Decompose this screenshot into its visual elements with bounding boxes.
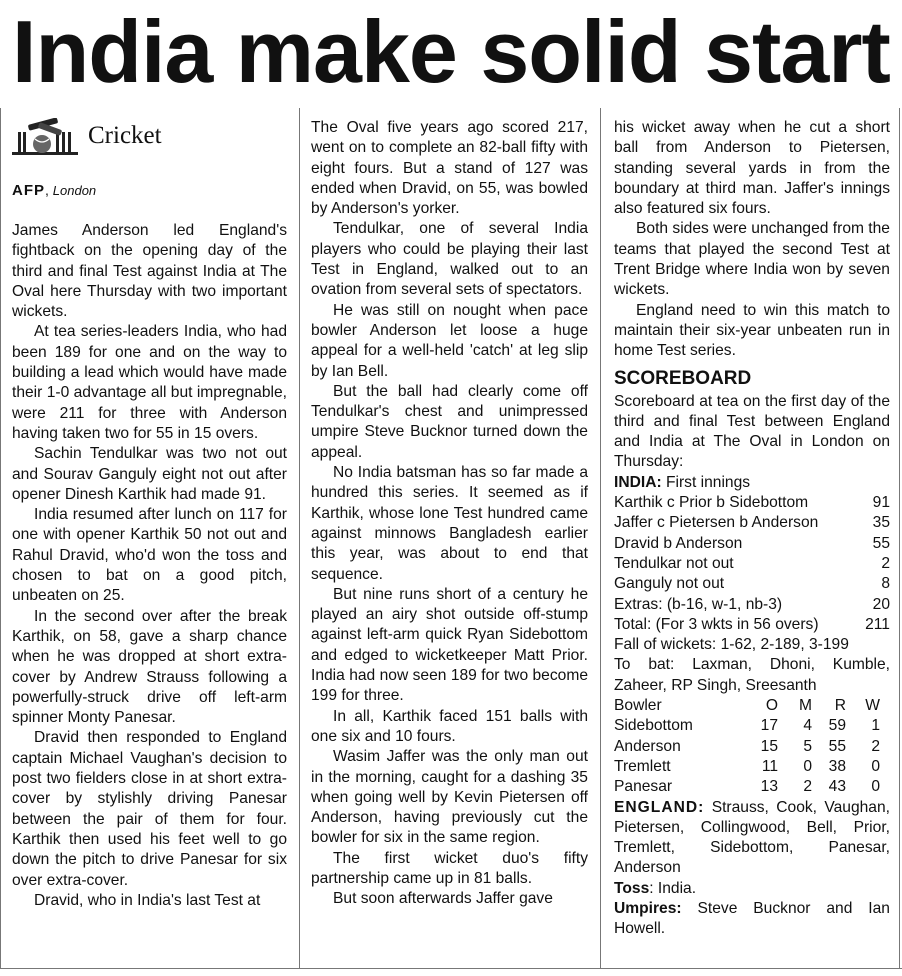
- umpires-value: Steve Bucknor and Ian Howell.: [614, 899, 890, 938]
- headline: India make solid start: [12, 2, 890, 101]
- india-innings: First innings: [666, 473, 751, 491]
- india-innings-heading: [614, 473, 890, 493]
- england-players: Strauss, Cook, Vaughan, Pietersen, Collingwood, Bell, Prior, Tremlett, Sidebottom, Panesar, Anderson: [614, 798, 890, 877]
- england-label: ENGLAND:: [614, 798, 705, 816]
- paragraph: his wicket away when he cut a short ball from Anderson to Pietersen, standing several yards in from the boundary at third man. Jaffer's innings also featured six fours.: [614, 119, 890, 218]
- runs: 91: [872, 494, 890, 512]
- paragraph: Tendulkar, one of several India players who could be playing their last Test in England, walked out to an ovation from several sets of spectators.: [311, 220, 588, 299]
- bowler: Sidebottom: [614, 717, 693, 735]
- dateline: AFP, London: [12, 182, 97, 199]
- paragraph: But the ball had clearly come off Tendulkar's chest and unimpressed umpire Steve Bucknor turned down the appeal.: [311, 382, 588, 461]
- runs: 211: [865, 615, 890, 633]
- paragraph: Both sides were unchanged from the teams that played the second Test at Trent Bridge where India won by seven wickets.: [614, 220, 890, 299]
- article-column-2: [311, 118, 588, 910]
- runs: 59: [828, 717, 846, 735]
- dateline-place: London: [52, 183, 97, 198]
- paragraph: He was still on nought when pace bowler Anderson let loose a huge appeal for a well-held 'catch' at leg slip by Ian Bell.: [311, 301, 588, 380]
- section-header: [12, 116, 287, 160]
- runs: 8: [881, 575, 890, 593]
- wickets: 2: [871, 737, 880, 755]
- paragraph: India resumed after lunch on 117 for one with opener Karthik 50 not out and Rahul Dravid, who'd won the toss and chosen to bat on a good pitch, unbeaten on 25.: [12, 506, 287, 605]
- wickets-heading: W: [865, 697, 880, 715]
- fall-of-wickets: Fall of wickets: 1-62, 2-189, 3-199: [614, 636, 849, 654]
- extras: Extras: (b-16, w-1, nb-3): [614, 595, 783, 613]
- cricket-logo-icon: [12, 118, 78, 158]
- bowling-row: [614, 757, 890, 777]
- bowler: Panesar: [614, 778, 673, 796]
- paragraph: James Anderson led England's fightback on the opening day of the third and final Test against India at The Oval here Thursday with two important wickets.: [12, 222, 287, 321]
- paragraph: Wasim Jaffer was the only man out in the morning, caught for a dashing 35 when going well by Kevin Pietersen off Anderson, having previously cut the bowler for six in the same region.: [311, 748, 588, 847]
- umpires: [614, 899, 890, 940]
- paragraph: But soon afterwards Jaffer gave: [333, 890, 553, 908]
- batting-row: [614, 554, 890, 574]
- paragraph: No India batsman has so far made a hundred this series. It seemed as if Karthik, whose lone Test hundred came against minnows Bangladesh earlier this year, was about to end that sequence.: [311, 464, 588, 583]
- section-title: Cricket: [88, 122, 162, 149]
- article-column-1: [12, 221, 287, 911]
- column-rule-left: [0, 108, 1, 968]
- runs: 35: [872, 514, 890, 532]
- overs: 15: [760, 737, 778, 755]
- bottom-rule: [0, 968, 902, 969]
- paragraph: Dravid then responded to England captain Michael Vaughan's decision to post two fielders close in at short extra-cover by stylishly driving Panesar between the pair of them for four. Karthik then used his feet well to go down the pitch to drive Panesar for six over extra-cover.: [12, 729, 287, 889]
- runs: 55: [872, 534, 890, 552]
- column-rule-right: [899, 108, 900, 968]
- umpires-label: Umpires:: [614, 899, 682, 917]
- bowling-row: [614, 737, 890, 757]
- paragraph: The Oval five years ago scored 217, went on to complete an 82-ball fifty with eight fours. But a stand of 127 was ended when Dravid, on 55, was bowled by Anderson's yorker.: [311, 119, 588, 218]
- maidens: 0: [803, 757, 812, 775]
- runs: 55: [828, 737, 846, 755]
- england-team: [614, 798, 890, 879]
- paragraph: The first wicket duo's fifty partnership came up in 81 balls.: [311, 849, 588, 887]
- runs: 38: [828, 757, 846, 775]
- paragraph: At tea series-leaders India, who had been 189 for one and on the way to building a lead which would have made their 1-0 advantage all but impregnable, were 211 for three with Anderson having taken two for 55 in 15 overs.: [12, 323, 287, 442]
- wickets: 1: [871, 717, 880, 735]
- column-rule-1: [299, 108, 300, 968]
- bowler: Tremlett: [614, 757, 671, 775]
- paragraph: In the second over after the break Karthik, on 58, gave a sharp chance when he was dropped at short extra-cover by Andrew Strauss following a powerfully-struck drive off left-arm spinner Monty Panesar.: [12, 607, 287, 727]
- bowling-row: [614, 777, 890, 797]
- paragraph: Sachin Tendulkar was two not out and Sourav Ganguly eight not out after opener Dinesh Karthik had made 91.: [12, 445, 287, 503]
- bowling-row: [614, 716, 890, 736]
- bowler: Anderson: [614, 737, 681, 755]
- paragraph: Dravid, who in India's last Test at: [34, 891, 261, 909]
- maidens: 5: [803, 737, 812, 755]
- scoreboard-intro: Scoreboard at tea on the first day of the third and final Test between England and India at The Oval in London on Thursday:: [614, 392, 890, 471]
- runs: 43: [828, 778, 846, 796]
- batsman: Tendulkar not out: [614, 554, 734, 572]
- overs: 13: [760, 778, 778, 796]
- runs-heading: R: [834, 697, 846, 715]
- batsman: Jaffer c Pietersen b Anderson: [614, 514, 819, 532]
- maidens: 2: [803, 778, 812, 796]
- batting-row: [614, 574, 890, 594]
- toss: [614, 879, 890, 899]
- overs-heading: O: [765, 697, 778, 715]
- batsman: Karthik c Prior b Sidebottom: [614, 494, 809, 512]
- wickets: 0: [871, 757, 880, 775]
- paragraph: In all, Karthik faced 151 balls with one six and 10 fours.: [311, 707, 588, 745]
- batsman: Ganguly not out: [614, 575, 725, 593]
- column-rule-2: [600, 108, 601, 968]
- dateline-agency: AFP: [12, 182, 45, 199]
- batting-row: [614, 513, 890, 533]
- to-bat: To bat: Laxman, Dhoni, Kumble, Zaheer, RP Singh, Sreesanth: [614, 656, 890, 694]
- wickets: 0: [871, 778, 880, 796]
- maidens-heading: M: [799, 697, 812, 715]
- batting-row: [614, 534, 890, 554]
- paragraph: But nine runs short of a century he played an airy shot outside off-stump against left-arm quick Ryan Sidebottom and edged to wicketkeeper Matt Prior. India had now seen 189 for two become 199 for three.: [311, 585, 588, 705]
- overs: 17: [760, 717, 778, 735]
- india-label: INDIA:: [614, 473, 662, 491]
- toss-label: Toss: [614, 879, 650, 897]
- bowling-header: [614, 696, 890, 716]
- paragraph: England need to win this match to maintain their six-year unbeaten run in home Test series.: [614, 301, 890, 360]
- batsman: Dravid b Anderson: [614, 534, 743, 552]
- total-row: [614, 615, 890, 635]
- runs: 20: [872, 595, 890, 613]
- maidens: 4: [803, 717, 812, 735]
- article-column-3: [614, 118, 890, 940]
- runs: 2: [881, 554, 890, 572]
- bowler-heading: Bowler: [614, 697, 662, 715]
- batting-row: [614, 493, 890, 513]
- toss-value: : India.: [649, 879, 697, 897]
- overs: 11: [761, 757, 778, 775]
- scoreboard-title: SCOREBOARD: [614, 367, 752, 389]
- total: Total: (For 3 wkts in 56 overs): [614, 615, 819, 633]
- extras-row: [614, 595, 890, 615]
